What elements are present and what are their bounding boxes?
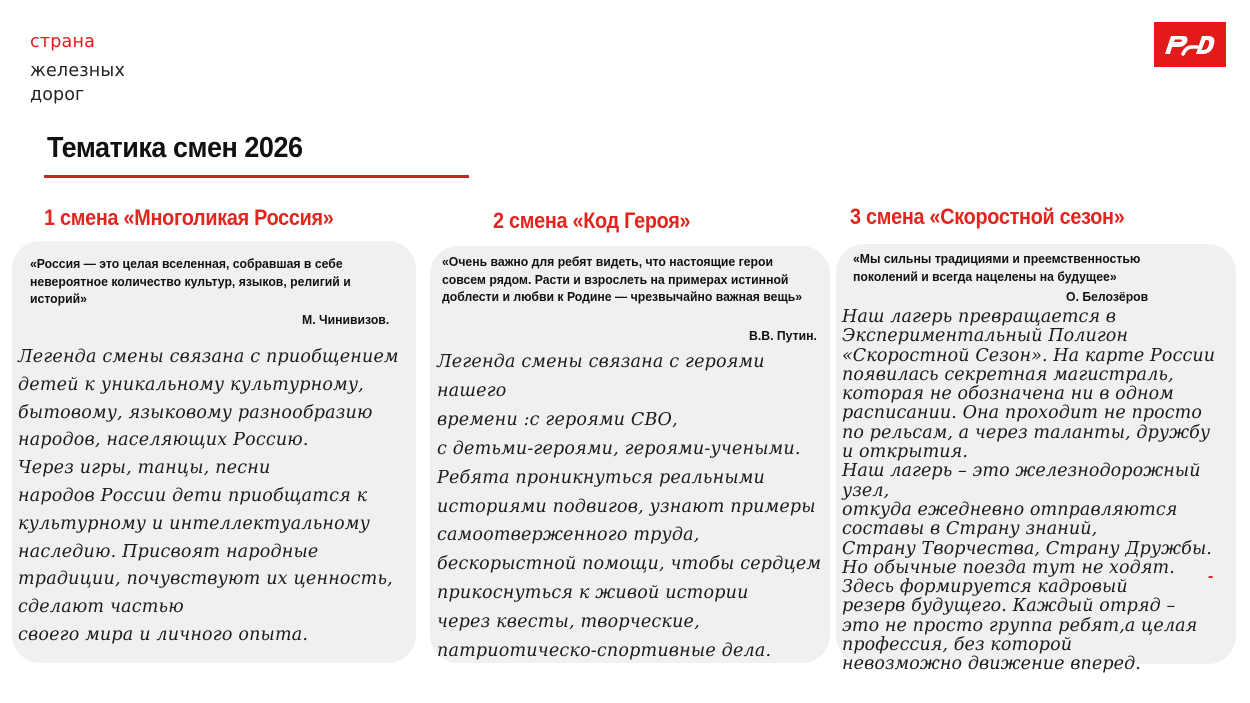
shift-1-title: 1 смена «Многоликая Россия» <box>44 205 334 230</box>
brand-line-3: дорог <box>30 84 85 105</box>
brand-line-1: страна <box>30 32 96 52</box>
rzd-logo <box>1154 22 1226 67</box>
shift-2-title: 2 смена «Код Героя» <box>493 208 691 233</box>
rzd-logo-icon <box>1162 32 1218 58</box>
shift-1-author: М. Чинивизов. <box>302 312 390 327</box>
red-dash-mark: - <box>1208 568 1214 585</box>
shift-3-title: 3 смена «Скоростной сезон» <box>850 204 1125 229</box>
shift-1-quote: «Россия — это целая вселенная, собравшая в себе невероятное количество культур, языков, религий и историй» <box>30 256 351 306</box>
title-underline <box>44 175 469 178</box>
shift-2-author: В.В. Путин. <box>749 328 817 343</box>
shift-3-author: О. Белозёров <box>1066 289 1149 304</box>
shift-3-quote: «Мы сильны традициями и преемственностью поколений и всегда нацелены на будущее» <box>853 251 1141 284</box>
shift-2-quote: «Очень важно для ребят видеть, что настоящие герои совсем рядом. Расти и взрослеть на примерах истинной доблести и любви к Родине — чрезвычайно важная вещь» <box>442 254 803 304</box>
shift-3-legend: Наш лагерь превращается в Экспериментальный Полигон «Скоростной Сезон». На карте России появилась секретная магистраль, которая не обозначена ни в одном расписании. Она проходит не просто по рельсам, а через таланты, дружбу и открытия. Наш лагерь – это железнодорожный узел, откуда ежедневно отправляются составы в Страну знаний, Страну Творчества, Страну Дружбы. Но обычные поезда тут не ходят. Здесь формируется кадровый резерв будущего. Каждый отряд – это не просто группа ребят,а целая профессия, без которой невозможно движение вперед. <box>842 307 1216 675</box>
shift-1-legend: Легенда смены связана с приобщением детей к уникальному культурному, бытовому, языковому разнообразию народов, населяющих Россию. Через игры, танцы, песни народов России дети приобщатся к культурному и интеллектуальному наследию. Присвоят народные традиции, почувствуют их ценность, сделают частью своего мира и личного опыта. <box>18 347 399 645</box>
page-title: Тематика смен 2026 <box>47 132 303 164</box>
brand-line-2: железных <box>30 60 126 81</box>
shift-2-legend: Легенда смены связана с героями нашего времени :с героями СВО, с детьми-героями, героями-учеными. Ребята проникнуться реальными историями подвигов, узнают примеры самоотверженного труда, бескорыстной помощи, чтобы сердцем прикоснуться к живой истории через квесты, творческие, патриотическо-спортивные дела. <box>437 352 822 662</box>
brand-wordmark <box>30 29 125 105</box>
